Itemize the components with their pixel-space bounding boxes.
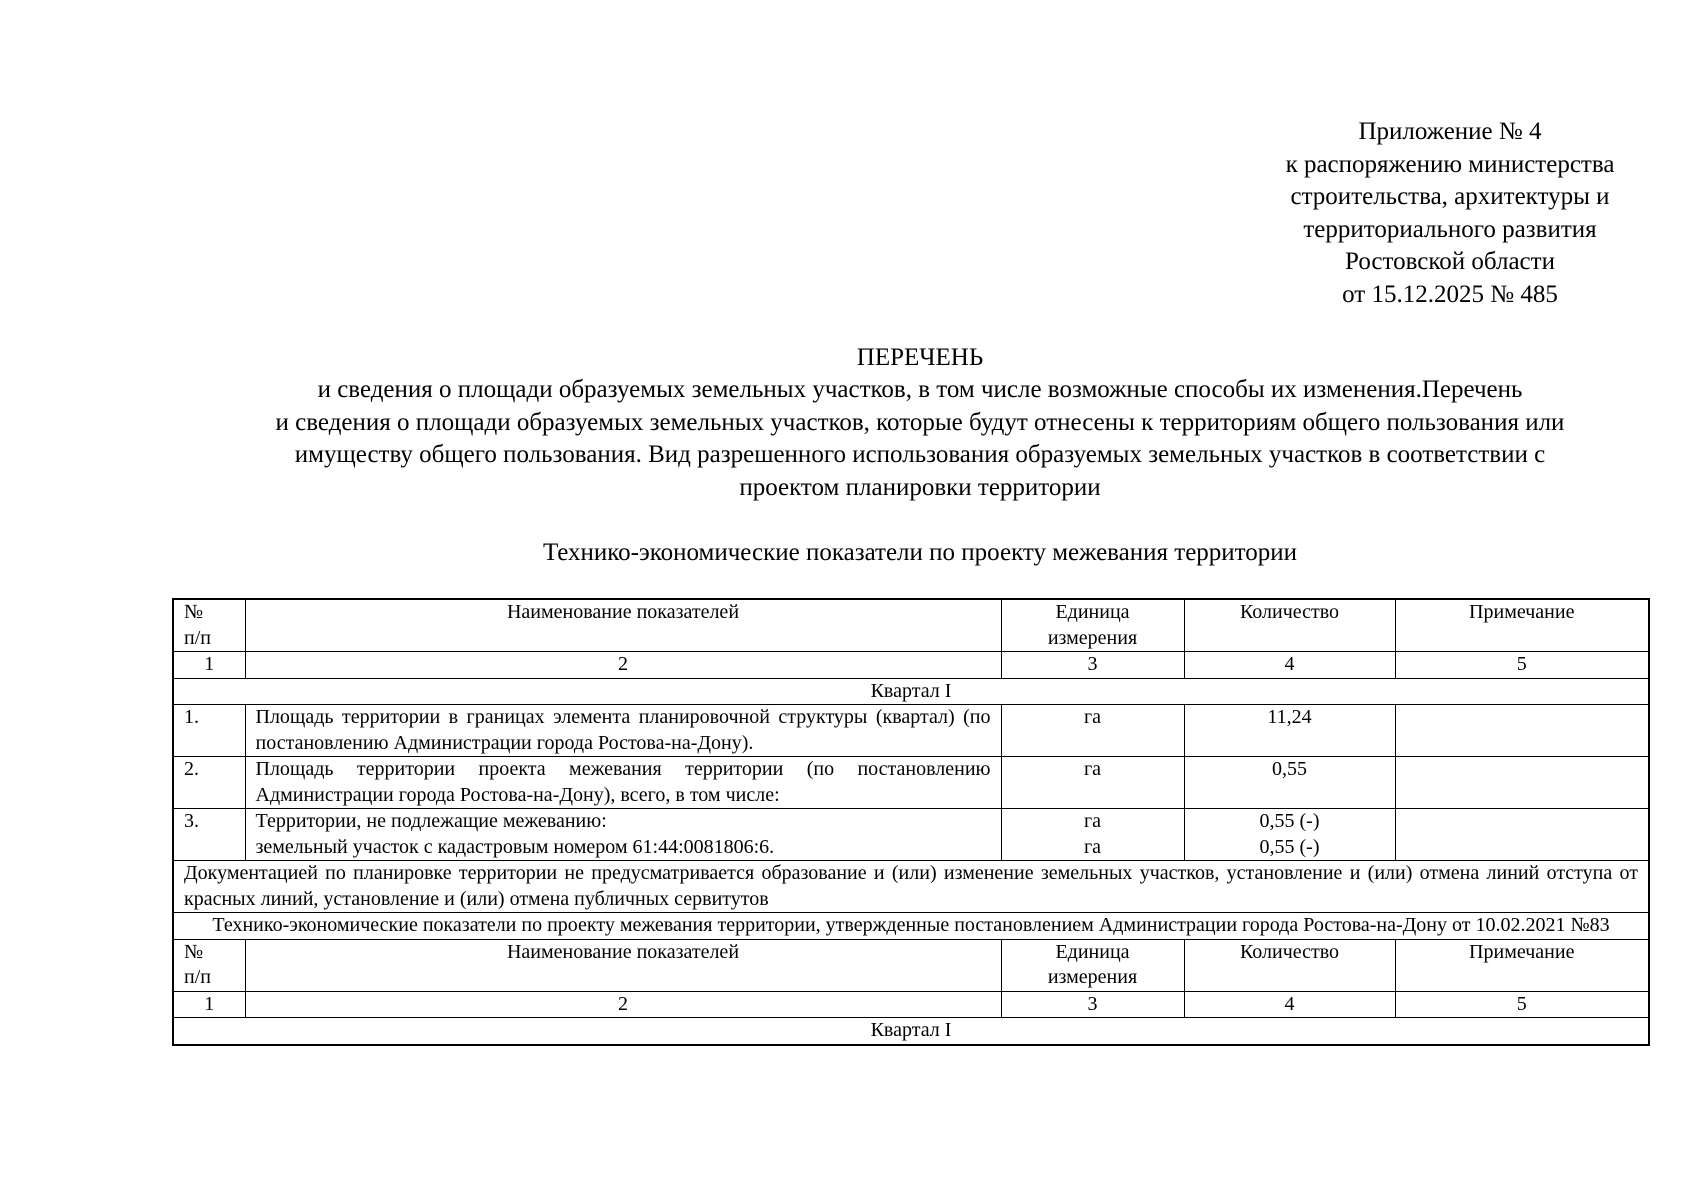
row-note (1395, 809, 1649, 861)
note-row (173, 861, 1649, 913)
row-qty: 0,55 (-) 0,55 (-) (1184, 809, 1395, 861)
column-number: 1 (173, 991, 245, 1018)
table-row (173, 809, 1649, 861)
row-qty: 11,24 (1184, 705, 1395, 757)
indicators-table (172, 598, 1650, 1046)
header-name: Наименование показателей (245, 939, 1001, 991)
section-row (173, 1018, 1649, 1045)
title-line: и сведения о площади образуемых земельных участков, в том числе возможные способы их изменения.Перечень (317, 376, 1523, 404)
column-number: 2 (245, 991, 1001, 1018)
section-label: Квартал I (173, 678, 1649, 705)
table-row (173, 705, 1649, 757)
header-num: № п/п (173, 939, 245, 991)
row-unit: га га (1001, 809, 1184, 861)
table-header-row (173, 939, 1649, 991)
header-note: Примечание (1395, 939, 1649, 991)
appendix-line: к распоряжению министерства (1285, 150, 1615, 178)
table-header-row (173, 599, 1649, 652)
header-qty: Количество (1184, 939, 1395, 991)
section-label: Квартал I (173, 1018, 1649, 1045)
table-subtitle: Технико-экономические показатели по проекту межевания территории (542, 539, 1298, 566)
title-line: имуществу общего пользования. Вид разрешенного использования образуемых земельных участков в соответствии с (294, 441, 1546, 469)
appendix-line: от 15.12.2025 № 485 (1342, 280, 1558, 308)
column-number: 4 (1184, 991, 1395, 1018)
row-unit: га (1001, 757, 1184, 809)
row-unit: га (1001, 705, 1184, 757)
header-unit: Единица измерения (1001, 599, 1184, 652)
documentation-note: Документацией по планировке территории не предусматривается образование и (или) изменение земельных участков, установление и (или) отмена линий отступа от красных линий, установление и (или) отмена публичных сервитутов (173, 861, 1649, 913)
title-line: проектом планировки территории (739, 473, 1101, 501)
table-row (173, 757, 1649, 809)
row-name: Площадь территории проекта межевания территории (по постановлению Администрации города Ростова-на-Дону), всего, в том числе: (245, 757, 1001, 809)
row-note (1395, 757, 1649, 809)
column-number: 5 (1395, 991, 1649, 1018)
appendix-line: строительства, архитектуры и (1290, 183, 1610, 210)
approved-heading: Технико-экономические показатели по проекту межевания территории, утвержденные постановлением Администрации города Ростова-на-Дону от 10.02.2021 №83 (173, 913, 1649, 940)
section-row (173, 678, 1649, 705)
appendix-line: территориального развития (1303, 215, 1597, 243)
approved-heading-row (173, 913, 1649, 940)
column-number: 5 (1395, 652, 1649, 679)
column-number: 4 (1184, 652, 1395, 679)
column-number: 3 (1001, 991, 1184, 1018)
header-num: № п/п (173, 599, 245, 652)
column-numbers-row (173, 652, 1649, 679)
column-number: 3 (1001, 652, 1184, 679)
title-line: и сведения о площади образуемых земельных участков, которые будут отнесены к территориям общего пользования или (275, 408, 1565, 436)
header-unit: Единица измерения (1001, 939, 1184, 991)
row-name: Территории, не подлежащие межеванию: земельный участок с кадастровым номером 61:44:0081806:6. (245, 809, 1001, 861)
row-num: 3. (173, 809, 245, 861)
column-number: 2 (245, 652, 1001, 679)
row-num: 1. (173, 705, 245, 757)
appendix-line: Приложение № 4 (1358, 118, 1542, 145)
appendix-block (1200, 116, 1698, 311)
appendix-line: Ростовской области (1345, 248, 1555, 275)
row-qty: 0,55 (1184, 757, 1395, 809)
row-name: Площадь территории в границах элемента планировочной структуры (квартал) (по постановлению Администрации города Ростова-на-Дону). (245, 705, 1001, 757)
title-heading: ПЕРЕЧЕНЬ (856, 344, 984, 371)
header-note: Примечание (1395, 599, 1649, 652)
row-note (1395, 705, 1649, 757)
column-number: 1 (173, 652, 245, 679)
header-qty: Количество (1184, 599, 1395, 652)
document-title (150, 342, 1690, 504)
row-num: 2. (173, 757, 245, 809)
column-numbers-row (173, 991, 1649, 1018)
header-name: Наименование показателей (245, 599, 1001, 652)
